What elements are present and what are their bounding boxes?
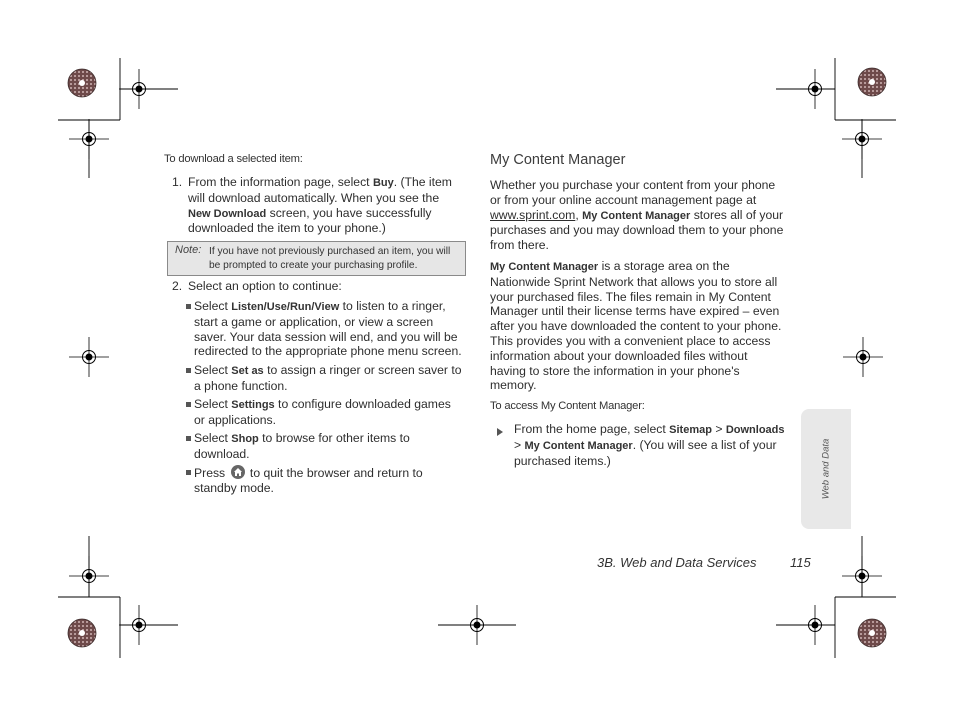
sprint-link[interactable]: www.sprint.com (490, 207, 576, 222)
sitemap-label: Sitemap (669, 424, 712, 436)
bullet-text: to assign a ringer or screen saver to (263, 363, 462, 377)
para2-line: memory. (490, 378, 537, 393)
para2-line: This provides you with a convenient place to access (490, 333, 771, 348)
star-target-icon (68, 69, 96, 97)
arrow-separator: > (514, 437, 525, 452)
step-2-number: 2. (172, 279, 183, 293)
para1-line: from there. (490, 238, 549, 253)
home-key-icon (231, 465, 245, 479)
bullet-marker (186, 470, 191, 475)
new-download-label: New Download (188, 207, 267, 220)
bullet-marker (186, 436, 191, 441)
note-label: Note: (175, 244, 202, 256)
buy-label: Buy (372, 177, 394, 189)
note-text (209, 245, 459, 272)
bullet-line: a phone function. (194, 378, 288, 393)
paragraph-2 (490, 259, 800, 393)
star-target-icon (858, 68, 886, 96)
bullet-line: start a game or application, or view a screen (194, 314, 434, 329)
bullet-set-as (194, 363, 479, 394)
bullet-text: to configure downloaded games (274, 397, 451, 411)
step-1-number: 1. (172, 175, 183, 189)
download-intro: To download a selected item: (164, 153, 303, 165)
bullet-marker (186, 304, 191, 309)
para2-text: is a storage area on the (598, 259, 730, 273)
bullet-settings (194, 397, 479, 428)
bullet-text: Select (194, 431, 232, 445)
para1-line: purchases and you may download them to your phone (490, 223, 784, 238)
paragraph-1 (490, 178, 800, 253)
note-line2: be prompted to create your purchasing profile. (209, 259, 418, 271)
para2-line: information about your downloaded files without (490, 348, 748, 363)
para1-line: Whether you purchase your content from your phone (490, 178, 776, 192)
access-text: From the home page, select (514, 422, 670, 436)
para2-line: after you have downloaded the content to your phone. (490, 319, 782, 334)
star-target-icon (68, 619, 96, 647)
step-1-line1-c: . (The item (393, 175, 452, 189)
my-content-manager-label: My Content Manager (582, 209, 691, 222)
access-text: . (You will see a list of your (632, 437, 777, 452)
step-1-line4: downloaded the item to your phone.) (188, 221, 386, 236)
bullet-line: or applications. (194, 412, 276, 427)
bullet-text: to quit the browser and return to (246, 466, 423, 480)
set-as-label: Set as (231, 365, 264, 377)
para1-text: stores all of your (690, 207, 784, 222)
access-line: purchased items.) (514, 453, 611, 468)
step-1-line2: will download automatically. When you see the (188, 190, 440, 205)
bullet-marker (186, 368, 191, 373)
bullet-line: standby mode. (194, 480, 274, 495)
my-content-manager-label: My Content Manager (490, 261, 599, 273)
step-1-text (188, 175, 473, 236)
step-2-text: Select an option to continue: (188, 279, 342, 293)
bullet-text: Press (194, 466, 229, 480)
settings-label: Settings (231, 399, 275, 411)
bullet-text: Select (194, 363, 232, 377)
bullet-press-home (194, 465, 479, 496)
section-side-tab (801, 409, 851, 529)
downloads-label: Downloads (725, 424, 785, 436)
para2-line: Manager until their license terms have expired – even (490, 304, 780, 319)
bullet-line: redirected to the appropriate phone menu screen. (194, 344, 462, 359)
bullet-line: download. (194, 446, 250, 461)
bullet-text: Select (194, 397, 232, 411)
star-target-icon (858, 619, 886, 647)
registration-mark-icon (843, 337, 883, 377)
bullet-text: to listen to a ringer, (339, 299, 446, 313)
arrow-bullet-icon (497, 428, 503, 436)
listen-use-run-view-label: Listen/Use/Run/View (231, 301, 340, 313)
note-box (167, 241, 466, 276)
bullet-listen-use-run-view (194, 299, 479, 359)
arrow-separator: > (711, 422, 726, 436)
para2-line: your purchased files. The files remain in My Content (490, 289, 771, 304)
access-step (514, 422, 804, 468)
bullet-marker (186, 402, 191, 407)
bullet-shop (194, 431, 479, 462)
access-intro: To access My Content Manager: (490, 400, 645, 412)
page-number: 115 (790, 555, 811, 570)
para1-sep: , (575, 207, 583, 222)
note-line1: If you have not previously purchased an item, you will (209, 246, 451, 257)
para2-line: Nationwide Sprint Network that allows you to store all (490, 274, 778, 289)
para1-line: or from your online account management page at (490, 192, 757, 207)
bullet-line: saver. Your data session will end, and you will be (194, 329, 458, 344)
step-1-line3-b: screen, you have successfully (266, 205, 432, 220)
para2-line: having to store the information in your phone's (490, 363, 740, 378)
bullet-text: Select (194, 299, 232, 313)
side-tab-label: Web and Data (820, 438, 832, 500)
footer-section-title: 3B. Web and Data Services (597, 555, 757, 570)
shop-label: Shop (231, 433, 259, 445)
step-1-line1-a: From the information page, select (188, 175, 373, 189)
bullet-text: to browse for other items to (258, 431, 410, 445)
my-content-manager-label: My Content Manager (524, 439, 633, 452)
section-heading: My Content Manager (490, 152, 626, 168)
registration-mark-icon (69, 337, 109, 377)
